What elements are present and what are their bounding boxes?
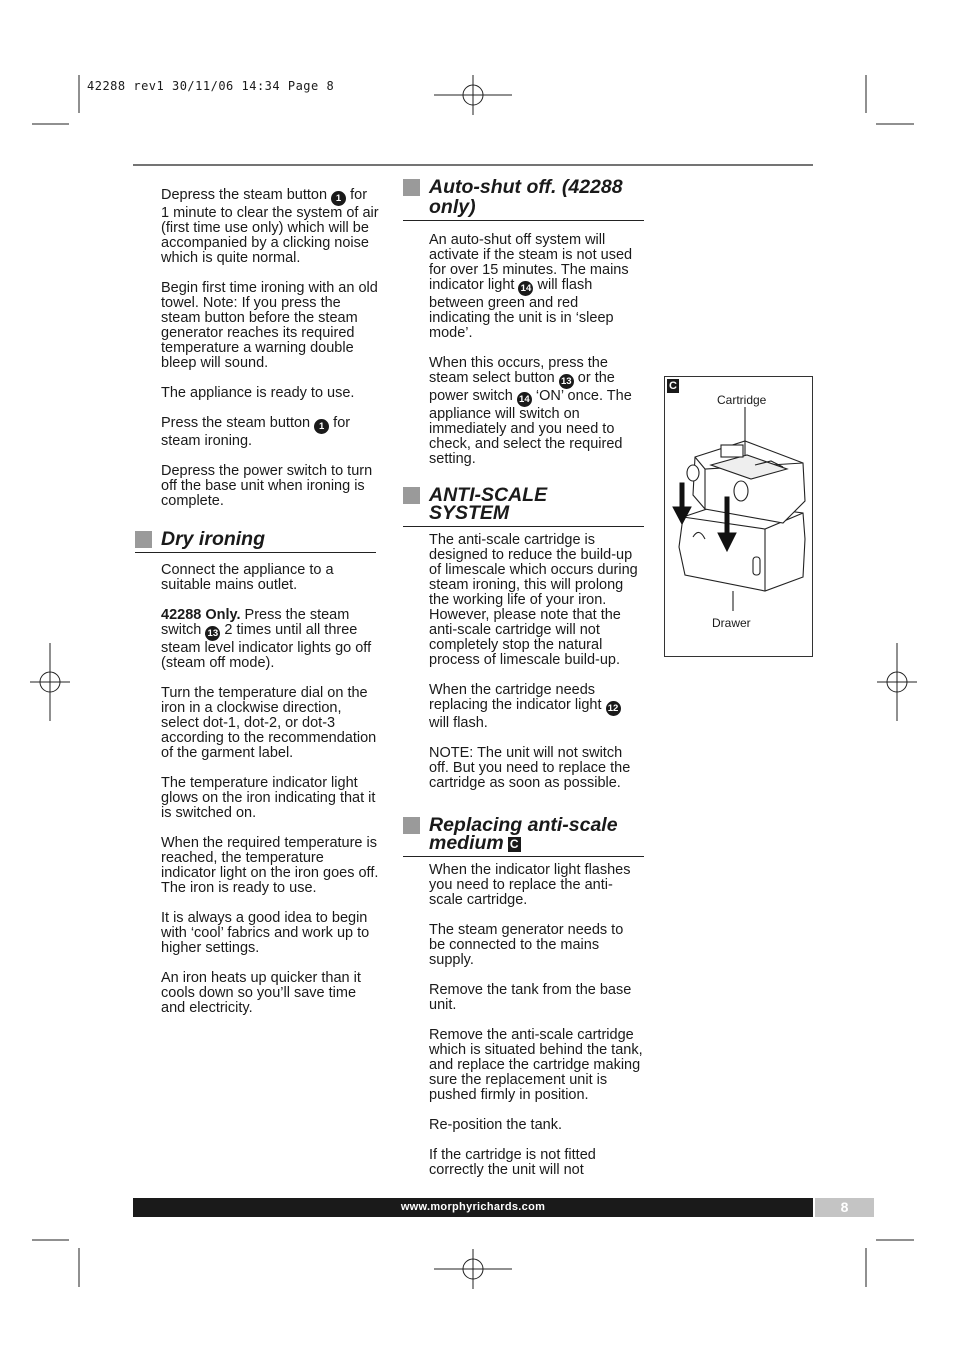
paragraph: It is always a good idea to begin with ‘cool’ fabrics and work up to higher settings. <box>161 910 370 956</box>
paragraph: The steam generator needs to be connected to the mains supply. <box>429 922 624 968</box>
cartridge-label: Cartridge <box>717 393 767 407</box>
heading-square-icon <box>403 817 420 834</box>
print-slug: 42288 rev1 30/11/06 14:34 Page 8 <box>87 79 335 93</box>
paragraph: The anti-scale cartridge is designed to reduce the build-up of limescale which occurs during steam ironing, this will prolong the working life of your iron. However, please note that the anti-scale cartridge will not completely stop the natural process of limescale build-up. <box>429 532 638 668</box>
figure-c <box>664 376 813 657</box>
callout-13-icon: 13 <box>205 626 220 641</box>
paragraph: When the required temperature is reached, the temperature indicator light on the iron goes off. The iron is ready to use. <box>161 835 379 896</box>
paragraph: Re-position the tank. <box>429 1117 562 1133</box>
paragraph: When the cartridge needs replacing the indicator light 12 will flash. <box>429 683 643 731</box>
website-link[interactable]: www.morphyrichards.com <box>400 1201 546 1213</box>
heading-text: Replacing anti-scale medium C <box>429 814 618 854</box>
heading-square-icon <box>403 179 420 196</box>
paragraph: Turn the temperature dial on the iron in a clockwise direction, select dot-1, dot-2, or dot-3 according to the recommendation of the garment label. <box>161 685 377 761</box>
paragraph: The temperature indicator light glows on the iron indicating that it is switched on. <box>161 775 376 821</box>
section-heading <box>403 178 644 221</box>
paragraph: An auto-shut off system will activate if the steam is not used for over 15 minutes. The mains indicator light 14 will flash between green and red indicating the unit is in ‘sleep mode’. <box>429 232 633 341</box>
paragraph: Depress the power switch to turn off the base unit when ironing is complete. <box>161 463 373 509</box>
auto-shut-off-body <box>429 233 643 467</box>
callout-13-icon: 13 <box>559 374 574 389</box>
paragraph: Begin first time ironing with an old towel. Note: If you press the steam button before the steam generator reaches its required temperature a warning double bleep will sound. <box>161 280 378 371</box>
callout-14-icon: 14 <box>517 392 532 407</box>
figure-ref-c-icon: C <box>508 837 521 852</box>
left-column <box>161 188 379 524</box>
callout-1-icon: 1 <box>331 191 346 206</box>
paragraph: 42288 Only. Press the steam switch 13 2 times until all three steam level indicator lights go off (steam off mode). <box>161 607 372 671</box>
callout-12-icon: 12 <box>606 701 621 716</box>
paragraph: Remove the tank from the base unit. <box>429 982 632 1013</box>
auto-shut-off-section <box>403 178 644 235</box>
heading-square-icon <box>403 487 420 504</box>
paragraph: Depress the steam button 1 for 1 minute to clear the system of air (first time use only) which will be accompanied by a clicking noise which is quite normal. <box>161 187 379 266</box>
heading-text: Dry ironing <box>161 528 266 550</box>
callout-1-icon: 1 <box>314 419 329 434</box>
paragraph: NOTE: The unit will not switch off. But you need to replace the cartridge as soon as possible. <box>429 745 631 791</box>
paragraph: Press the steam button 1 for steam ironing. <box>161 415 351 449</box>
paragraph: The appliance is ready to use. <box>161 385 355 401</box>
callout-14-icon: 14 <box>518 281 533 296</box>
figure-label: C <box>667 379 679 393</box>
paragraph: When the indicator light flashes you need to replace the anti-scale cartridge. <box>429 862 631 908</box>
cartridge-drawer-illustration <box>665 377 814 658</box>
paragraph: If the cartridge is not fitted correctly the unit will not <box>429 1147 596 1178</box>
replacing-body <box>429 863 643 1178</box>
page-number: 8 <box>815 1198 874 1217</box>
heading-square-icon <box>135 531 152 548</box>
paragraph: An iron heats up quicker than it cools down so you’ll save time and electricity. <box>161 970 361 1016</box>
dry-ironing-body <box>161 563 379 1016</box>
paragraph: Connect the appliance to a suitable mains outlet. <box>161 562 334 593</box>
paragraph: Remove the anti-scale cartridge which is situated behind the tank, and replace the cartridge making sure the replacement unit is pushed firmly in position. <box>429 1027 643 1103</box>
drawer-label: Drawer <box>712 616 751 630</box>
anti-scale-body <box>429 533 643 791</box>
heading-text: Auto-shut off. (42288 only) <box>429 176 623 218</box>
section-heading <box>403 486 644 527</box>
section-heading <box>403 816 644 857</box>
section-heading <box>135 530 376 553</box>
heading-text: ANTI-SCALE SYSTEM <box>429 484 548 524</box>
paragraph: When this occurs, press the steam select button 13 or the power switch 14 ‘ON’ once. The appliance will switch on immediately and you need to check, and select the required setting. <box>429 355 632 467</box>
